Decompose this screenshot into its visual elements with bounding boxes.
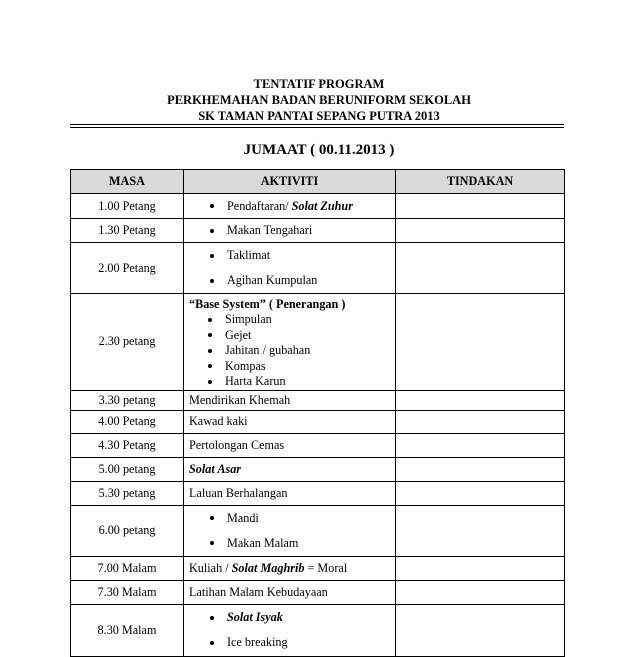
table-row (71, 604, 565, 656)
activity-text-topic: = Moral (304, 560, 348, 575)
table-row (71, 457, 565, 481)
table-row (71, 505, 565, 556)
aktiviti-cell (184, 556, 396, 580)
list-item: Makan Tengahari (189, 223, 390, 238)
header-rule-bottom (70, 127, 564, 128)
aktiviti-cell: Solat Asar (184, 457, 396, 481)
masa-cell: 5.00 petang (71, 457, 184, 481)
activity-text: Pendaftaran/ (227, 198, 292, 213)
list-item: Mandi (189, 506, 390, 531)
table-row (71, 481, 565, 505)
header-rule-top (70, 124, 564, 125)
aktiviti-cell (184, 604, 396, 656)
tindakan-cell (396, 194, 565, 219)
masa-cell: 6.00 petang (71, 505, 184, 556)
aktiviti-cell (184, 294, 396, 391)
aktiviti-cell: Latihan Malam Kebudayaan (184, 580, 396, 604)
table-row (71, 580, 565, 604)
table-row (71, 410, 565, 433)
list-item: Makan Malam (189, 531, 390, 556)
table-row (71, 243, 565, 294)
document-header (0, 76, 638, 124)
list-item: Kompas (189, 359, 390, 375)
tindakan-cell (396, 481, 565, 505)
masa-cell: 2.30 petang (71, 294, 184, 391)
masa-cell: 1.00 Petang (71, 194, 184, 219)
tindakan-cell (396, 556, 565, 580)
masa-cell: 7.00 Malam (71, 556, 184, 580)
list-item: Solat Isyak (189, 605, 390, 630)
aktiviti-cell (184, 505, 396, 556)
aktiviti-cell (184, 194, 396, 219)
list-item: Taklimat (189, 243, 390, 268)
header-school: SK TAMAN PANTAI SEPANG PUTRA 2013 (198, 109, 440, 123)
aktiviti-cell (184, 219, 396, 243)
header-title: TENTATIF PROGRAM (253, 77, 385, 91)
tindakan-cell (396, 219, 565, 243)
masa-cell: 1.30 Petang (71, 219, 184, 243)
header-event: PERKHEMAHAN BADAN BERUNIFORM SEKOLAH (167, 93, 471, 107)
list-item: Ice breaking (189, 630, 390, 655)
list-item: Gejet (189, 328, 390, 344)
aktiviti-cell: Kawad kaki (184, 410, 396, 433)
col-header-masa: MASA (71, 170, 184, 194)
aktiviti-cell (184, 243, 396, 294)
table-header-row (71, 170, 565, 194)
aktiviti-cell: Mendirikan Khemah (184, 390, 396, 410)
list-item: Harta Karun (189, 374, 390, 390)
table-row (71, 294, 565, 391)
table-row (71, 433, 565, 457)
aktiviti-cell: Pertolongan Cemas (184, 433, 396, 457)
tindakan-cell (396, 410, 565, 433)
table-row (71, 219, 565, 243)
day-heading: JUMAAT ( 00.11.2013 ) (243, 142, 395, 158)
masa-cell: 4.00 Petang (71, 410, 184, 433)
masa-cell: 4.30 Petang (71, 433, 184, 457)
list-item: Simpulan (189, 312, 390, 328)
masa-cell: 3.30 petang (71, 390, 184, 410)
tindakan-cell (396, 433, 565, 457)
list-item (189, 199, 390, 214)
list-item: Jahitan / gubahan (189, 343, 390, 359)
tindakan-cell (396, 390, 565, 410)
table-row (71, 390, 565, 410)
masa-cell: 2.00 Petang (71, 243, 184, 294)
masa-cell: 5.30 petang (71, 481, 184, 505)
tindakan-cell (396, 580, 565, 604)
activity-text: Kuliah / (189, 560, 232, 575)
tindakan-cell (396, 294, 565, 391)
masa-cell: 8.30 Malam (71, 604, 184, 656)
tindakan-cell (396, 505, 565, 556)
masa-cell: 7.30 Malam (71, 580, 184, 604)
col-header-aktiviti: AKTIVITI (184, 170, 396, 194)
base-system-title: “Base System” ( Penerangan ) (189, 297, 346, 311)
tindakan-cell (396, 457, 565, 481)
aktiviti-cell: Laluan Berhalangan (184, 481, 396, 505)
table-row (71, 194, 565, 219)
table-row (71, 556, 565, 580)
schedule-table (70, 169, 565, 657)
tindakan-cell (396, 604, 565, 656)
tindakan-cell (396, 243, 565, 294)
activity-text-prayer: Solat Zuhur (291, 198, 353, 213)
list-item: Agihan Kumpulan (189, 268, 390, 293)
activity-text-prayer: Solat Maghrib (231, 560, 305, 575)
col-header-tindakan: TINDAKAN (396, 170, 565, 194)
